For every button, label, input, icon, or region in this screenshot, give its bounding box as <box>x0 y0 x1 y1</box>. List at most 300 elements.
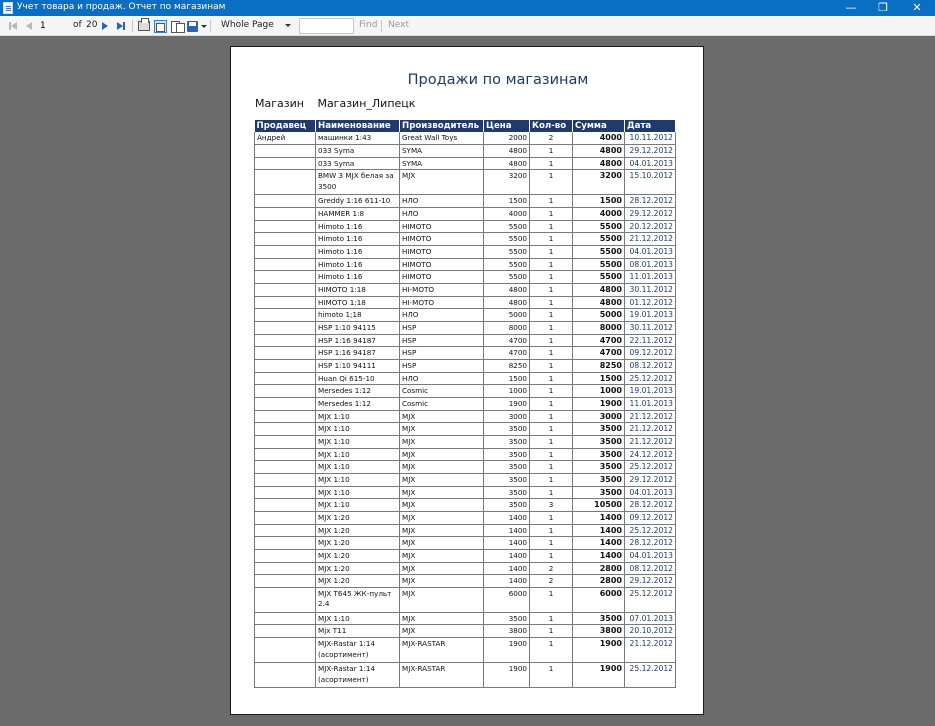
table-row <box>255 372 676 385</box>
print-button[interactable] <box>137 19 151 33</box>
table-cell: 07.01.2013 <box>625 612 676 625</box>
table-cell: 11.01.2013 <box>625 397 676 410</box>
table-cell <box>255 663 316 688</box>
column-header: Дата <box>625 120 676 132</box>
table-cell: HIMOTO <box>400 233 484 246</box>
page-setup-icon <box>171 20 184 32</box>
table-cell: MJX 1:20 <box>316 549 400 562</box>
table-cell: Greddy 1:16 611-10 <box>316 195 400 208</box>
table-cell: 3500 <box>484 435 530 448</box>
table-cell: 4700 <box>484 334 530 347</box>
table-cell: MJX T645 ЖК-пульт 2.4 <box>316 587 400 612</box>
table-cell: HSP <box>400 347 484 360</box>
store-header <box>255 97 415 110</box>
table-cell: 4700 <box>484 347 530 360</box>
table-cell: SYMA <box>400 157 484 170</box>
table-cell: 21.12.2012 <box>625 423 676 436</box>
table-cell: 3 <box>530 499 573 512</box>
table-cell <box>255 296 316 309</box>
table-cell: 1500 <box>573 372 625 385</box>
table-row <box>255 309 676 322</box>
table-cell: HI-MOTO <box>400 296 484 309</box>
table-cell <box>255 220 316 233</box>
table-cell <box>255 612 316 625</box>
table-cell: 4800 <box>484 145 530 158</box>
table-row <box>255 220 676 233</box>
report-title: Продажи по магазинам <box>407 72 589 88</box>
table-cell: 1 <box>530 663 573 688</box>
table-cell: 1 <box>530 448 573 461</box>
table-cell: 5500 <box>573 258 625 271</box>
table-cell <box>255 638 316 663</box>
window-title: Учет товара и продаж. Отчет по магазинам <box>17 2 226 12</box>
table-cell <box>255 486 316 499</box>
table-cell: машинки 1:43 <box>316 132 400 145</box>
next-page-button[interactable] <box>100 19 110 33</box>
table-cell: 29.12.2012 <box>625 575 676 588</box>
table-cell: MJX 1:20 <box>316 575 400 588</box>
table-cell: MJX 1:10 <box>316 612 400 625</box>
table-cell: 8250 <box>484 360 530 373</box>
table-cell: HIMOTO <box>400 271 484 284</box>
table-cell: MJX 1:10 <box>316 435 400 448</box>
table-cell: 1 <box>530 511 573 524</box>
table-row <box>255 322 676 335</box>
store-label: Магазин <box>255 97 304 110</box>
table-row <box>255 385 676 398</box>
table-cell: 1400 <box>573 524 625 537</box>
table-cell: 1 <box>530 435 573 448</box>
table-cell <box>255 435 316 448</box>
table-cell: HIMOTO 1:18 <box>316 284 400 297</box>
table-row <box>255 473 676 486</box>
table-cell: 04.01.2013 <box>625 157 676 170</box>
table-cell: Himoto 1:16 <box>316 246 400 259</box>
table-cell: НЛО <box>400 372 484 385</box>
table-cell: 1 <box>530 625 573 638</box>
table-cell: 4800 <box>484 284 530 297</box>
table-cell <box>255 524 316 537</box>
toolbar-separator <box>381 20 382 32</box>
table-cell: 1 <box>530 638 573 663</box>
column-header: Наименование <box>316 120 400 132</box>
table-cell: 08.01.2013 <box>625 258 676 271</box>
table-cell: 1000 <box>484 385 530 398</box>
table-cell: MJX <box>400 486 484 499</box>
table-cell: 1900 <box>484 397 530 410</box>
column-header: Продавец <box>255 120 316 132</box>
table-cell: 8000 <box>573 322 625 335</box>
table-cell: 1 <box>530 347 573 360</box>
table-cell <box>255 145 316 158</box>
last-page-button[interactable] <box>115 19 127 33</box>
table-cell: НЛО <box>400 208 484 221</box>
table-cell: MJX 1:20 <box>316 537 400 550</box>
table-cell: 8000 <box>484 322 530 335</box>
column-header: Цена <box>484 120 530 132</box>
table-cell: 1 <box>530 296 573 309</box>
table-row <box>255 625 676 638</box>
table-cell: 2800 <box>573 575 625 588</box>
table-cell: 1400 <box>573 511 625 524</box>
table-row <box>255 258 676 271</box>
table-cell: 4000 <box>484 208 530 221</box>
table-row <box>255 410 676 423</box>
table-cell: 5500 <box>484 246 530 259</box>
table-cell <box>255 397 316 410</box>
table-cell: MJX 1:20 <box>316 562 400 575</box>
table-cell: MJX <box>400 170 484 195</box>
table-cell: 1 <box>530 587 573 612</box>
find-next-button[interactable]: Next <box>388 20 409 30</box>
find-input[interactable] <box>299 18 354 34</box>
table-cell: 1 <box>530 360 573 373</box>
table-cell: 1500 <box>484 372 530 385</box>
find-button[interactable]: Find <box>359 20 378 30</box>
table-cell: 21.12.2012 <box>625 435 676 448</box>
table-cell: 1900 <box>573 663 625 688</box>
table-row <box>255 448 676 461</box>
table-cell: 21.12.2012 <box>625 638 676 663</box>
table-cell: 4800 <box>573 145 625 158</box>
table-cell: 1 <box>530 372 573 385</box>
table-cell: Great Wall Toys <box>400 132 484 145</box>
table-cell: MJX <box>400 461 484 474</box>
table-cell: HSP <box>400 322 484 335</box>
table-cell: 5000 <box>484 309 530 322</box>
table-cell: 1 <box>530 334 573 347</box>
table-row <box>255 537 676 550</box>
table-cell: 1 <box>530 309 573 322</box>
table-cell: Cosmic <box>400 397 484 410</box>
next-page-icon <box>102 22 108 30</box>
minimize-button[interactable]: — <box>845 1 857 14</box>
zoom-select[interactable] <box>215 19 295 33</box>
table-cell: 3500 <box>573 461 625 474</box>
table-row <box>255 575 676 588</box>
table-cell: 1 <box>530 549 573 562</box>
table-cell <box>255 537 316 550</box>
table-row <box>255 524 676 537</box>
table-cell: 1400 <box>484 511 530 524</box>
table-cell: 8250 <box>573 360 625 373</box>
table-cell: 1 <box>530 246 573 259</box>
table-row <box>255 132 676 145</box>
table-cell: MJX <box>400 435 484 448</box>
table-cell: MJX <box>400 587 484 612</box>
store-name: Магазин_Липецк <box>317 97 416 110</box>
table-cell: 4800 <box>484 296 530 309</box>
table-cell <box>255 271 316 284</box>
table-cell <box>255 372 316 385</box>
table-cell: 1900 <box>573 397 625 410</box>
table-cell: MJX 1:10 <box>316 473 400 486</box>
table-cell: 6000 <box>573 587 625 612</box>
first-page-button[interactable] <box>7 19 19 33</box>
table-cell: 3500 <box>573 435 625 448</box>
table-cell <box>255 473 316 486</box>
table-cell: 09.12.2012 <box>625 511 676 524</box>
table-cell: 3500 <box>484 423 530 436</box>
table-cell: MJX 1:10 <box>316 461 400 474</box>
table-cell: HIMOTO <box>400 258 484 271</box>
table-cell: 4000 <box>573 132 625 145</box>
table-cell: 1500 <box>573 195 625 208</box>
table-cell: 21.12.2012 <box>625 233 676 246</box>
table-header-row <box>255 120 676 132</box>
table-cell: HSP <box>400 334 484 347</box>
table-cell <box>255 410 316 423</box>
table-cell <box>255 625 316 638</box>
table-cell: 2000 <box>484 132 530 145</box>
table-cell: MJX 1:10 <box>316 410 400 423</box>
table-cell: 3800 <box>484 625 530 638</box>
table-cell: Huan Qi 615-10 <box>316 372 400 385</box>
table-cell: 1 <box>530 612 573 625</box>
table-cell: MJX <box>400 575 484 588</box>
zoom-value: Whole Page <box>221 20 274 30</box>
table-cell: MJX <box>400 423 484 436</box>
table-cell: 5000 <box>573 309 625 322</box>
table-row <box>255 208 676 221</box>
table-cell: 4700 <box>573 334 625 347</box>
print-layout-button[interactable] <box>153 19 168 33</box>
previous-page-button[interactable] <box>24 19 34 33</box>
table-cell: 3500 <box>484 461 530 474</box>
table-cell <box>255 511 316 524</box>
table-cell <box>255 423 316 436</box>
print-layout-icon <box>154 20 167 33</box>
table-cell: MJX <box>400 410 484 423</box>
table-cell: 25.12.2012 <box>625 372 676 385</box>
table-cell: 1 <box>530 271 573 284</box>
table-row <box>255 296 676 309</box>
table-cell: 11.01.2013 <box>625 271 676 284</box>
table-cell: HSP 1:10 94115 <box>316 322 400 335</box>
table-cell <box>255 385 316 398</box>
table-cell: BMW 3 MJX белая за 3500 <box>316 170 400 195</box>
table-cell <box>255 334 316 347</box>
table-cell: 1 <box>530 233 573 246</box>
report-toolbar <box>0 16 935 36</box>
table-row <box>255 423 676 436</box>
table-cell: MJX 1:20 <box>316 524 400 537</box>
table-row <box>255 157 676 170</box>
restore-button[interactable]: ❐ <box>878 1 888 14</box>
table-cell: 1 <box>530 157 573 170</box>
table-cell: MJX-RASTAR <box>400 638 484 663</box>
report-page <box>230 46 704 715</box>
table-row <box>255 271 676 284</box>
table-cell: 08.12.2012 <box>625 562 676 575</box>
table-cell: 1400 <box>484 575 530 588</box>
table-cell: 04.01.2013 <box>625 486 676 499</box>
table-cell: 5500 <box>484 220 530 233</box>
table-cell: 3500 <box>484 612 530 625</box>
table-cell: 3500 <box>484 473 530 486</box>
table-cell: 2 <box>530 132 573 145</box>
table-cell: 6000 <box>484 587 530 612</box>
table-cell: MJX <box>400 549 484 562</box>
table-cell: MJX <box>400 473 484 486</box>
table-cell <box>255 258 316 271</box>
toolbar-separator <box>210 20 211 32</box>
table-row <box>255 587 676 612</box>
table-cell <box>255 322 316 335</box>
table-cell: MJX <box>400 511 484 524</box>
table-cell: MJX-RASTAR <box>400 663 484 688</box>
table-cell: 15.10.2012 <box>625 170 676 195</box>
table-cell <box>255 170 316 195</box>
table-cell: 3200 <box>573 170 625 195</box>
table-cell: MJX-Rastar 1:14 (асортимент) <box>316 638 400 663</box>
table-row <box>255 360 676 373</box>
table-cell: 2 <box>530 575 573 588</box>
table-cell: 30.11.2012 <box>625 284 676 297</box>
table-cell: 4800 <box>484 157 530 170</box>
table-cell: HIMOTO 1:18 <box>316 296 400 309</box>
table-cell: 033 Syma <box>316 145 400 158</box>
table-cell: 3500 <box>573 612 625 625</box>
table-row <box>255 246 676 259</box>
table-cell: 1500 <box>484 195 530 208</box>
table-cell: HSP 1:10 94111 <box>316 360 400 373</box>
table-row <box>255 195 676 208</box>
table-cell: MJX <box>400 612 484 625</box>
table-cell: 1 <box>530 473 573 486</box>
table-cell: 1 <box>530 423 573 436</box>
table-cell: 3500 <box>573 448 625 461</box>
table-cell: Андрей <box>255 132 316 145</box>
table-cell: MJX 1:10 <box>316 448 400 461</box>
table-cell: 3500 <box>573 473 625 486</box>
table-cell: 4000 <box>573 208 625 221</box>
table-cell: 10.11.2012 <box>625 132 676 145</box>
close-button[interactable]: ✕ <box>912 1 922 14</box>
export-button[interactable] <box>187 19 207 33</box>
table-row <box>255 435 676 448</box>
table-cell: 1000 <box>573 385 625 398</box>
table-cell: Himoto 1:16 <box>316 258 400 271</box>
table-cell: 5500 <box>573 233 625 246</box>
table-cell: 5500 <box>484 233 530 246</box>
table-cell: 3800 <box>573 625 625 638</box>
table-cell: MJX 1:10 <box>316 486 400 499</box>
table-cell <box>255 461 316 474</box>
table-cell: НЛО <box>400 309 484 322</box>
table-cell: himoto 1;18 <box>316 309 400 322</box>
table-row <box>255 461 676 474</box>
table-cell: 1 <box>530 258 573 271</box>
table-cell: Himoto 1:16 <box>316 233 400 246</box>
total-pages: 20 <box>86 20 98 30</box>
table-cell <box>255 499 316 512</box>
table-cell: 3000 <box>573 410 625 423</box>
column-header: Сумма <box>573 120 625 132</box>
table-cell: Mjx T11 <box>316 625 400 638</box>
table-cell: 08.12.2012 <box>625 360 676 373</box>
table-cell: 04.01.2013 <box>625 549 676 562</box>
table-row <box>255 334 676 347</box>
table-cell <box>255 208 316 221</box>
table-cell: 3200 <box>484 170 530 195</box>
toolbar-separator <box>132 20 133 32</box>
app-icon <box>3 2 13 14</box>
page-of-label: of <box>73 20 82 30</box>
table-cell: 22.11.2012 <box>625 334 676 347</box>
table-row <box>255 511 676 524</box>
table-cell: SYMA <box>400 145 484 158</box>
table-cell: MJX <box>400 524 484 537</box>
table-row <box>255 397 676 410</box>
table-cell: HSP <box>400 360 484 373</box>
table-row <box>255 499 676 512</box>
table-cell: 19.01.2013 <box>625 385 676 398</box>
page-number-input[interactable] <box>40 19 68 33</box>
table-cell: 10500 <box>573 499 625 512</box>
chevron-down-icon <box>201 25 207 28</box>
table-cell: 1 <box>530 220 573 233</box>
table-cell <box>255 233 316 246</box>
table-cell: 1400 <box>484 537 530 550</box>
table-cell <box>255 360 316 373</box>
table-row <box>255 612 676 625</box>
table-row <box>255 284 676 297</box>
table-cell: HSP 1:16 94187 <box>316 347 400 360</box>
table-row <box>255 663 676 688</box>
table-cell: MJX <box>400 448 484 461</box>
table-cell: 3500 <box>484 499 530 512</box>
table-cell <box>255 309 316 322</box>
table-cell: 2 <box>530 562 573 575</box>
table-cell: MJX 1:10 <box>316 499 400 512</box>
table-cell <box>255 347 316 360</box>
table-cell: Himoto 1:16 <box>316 220 400 233</box>
table-cell: 28.12.2012 <box>625 195 676 208</box>
table-cell: HIMOTO <box>400 220 484 233</box>
table-cell <box>255 587 316 612</box>
table-cell: 09.12.2012 <box>625 347 676 360</box>
table-cell: 3500 <box>484 448 530 461</box>
table-cell: HIMOTO <box>400 246 484 259</box>
table-cell: 25.12.2012 <box>625 663 676 688</box>
table-cell: 5500 <box>573 246 625 259</box>
table-row <box>255 170 676 195</box>
table-cell: MJX <box>400 537 484 550</box>
table-cell <box>255 284 316 297</box>
table-cell: 1400 <box>484 524 530 537</box>
table-cell <box>255 562 316 575</box>
table-cell <box>255 157 316 170</box>
table-cell: 2800 <box>573 562 625 575</box>
report-viewer[interactable] <box>0 37 935 726</box>
table-cell: 21.12.2012 <box>625 410 676 423</box>
table-cell: MJX <box>400 625 484 638</box>
table-cell: HSP 1:16 94187 <box>316 334 400 347</box>
table-cell: HAMMER 1:8 <box>316 208 400 221</box>
table-cell: 1 <box>530 537 573 550</box>
page-setup-button[interactable] <box>170 19 184 33</box>
table-cell: 19.01.2013 <box>625 309 676 322</box>
column-header: Кол-во <box>530 120 573 132</box>
table-cell: Himoto 1:16 <box>316 271 400 284</box>
title-bar <box>0 0 935 16</box>
table-cell: 1400 <box>573 549 625 562</box>
table-cell: 5500 <box>573 271 625 284</box>
table-cell: 1 <box>530 170 573 195</box>
table-cell: 1900 <box>484 638 530 663</box>
table-row <box>255 562 676 575</box>
